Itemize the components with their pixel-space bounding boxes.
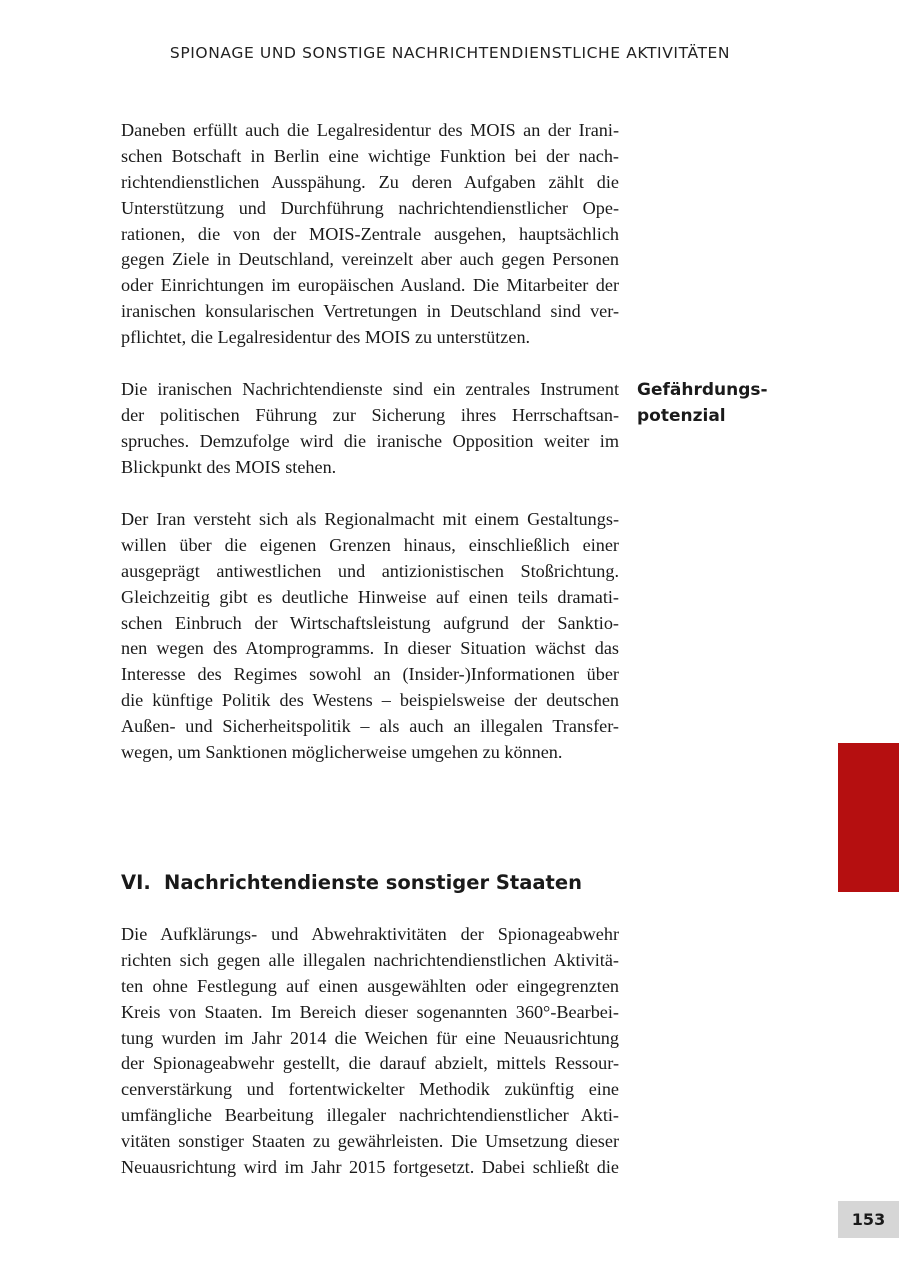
section-heading bbox=[121, 869, 582, 897]
marginal-note bbox=[637, 377, 797, 429]
text-line: wegen, um Sanktionen möglicherweise umgehen zu können. bbox=[121, 742, 563, 763]
paragraph-spionageabwehr bbox=[121, 922, 619, 1181]
text-line: vitäten sonstiger Staaten zu gewährleisten. Die Umsetzung dieser bbox=[121, 1131, 619, 1152]
text-line: Kreis von Staaten. Im Bereich dieser sogenannten 360°-Bearbei- bbox=[121, 1001, 619, 1022]
text-line: Unterstützung und Durchführung nachrichtendienstlicher Ope- bbox=[121, 197, 619, 218]
text-line: spruches. Demzufolge wird die iranische Opposition weiter im bbox=[121, 430, 619, 451]
paragraph-mois-legalresidentur bbox=[121, 118, 619, 351]
text-line: Der Iran versteht sich als Regionalmacht mit einem Gestaltungs- bbox=[121, 509, 619, 529]
marginal-note-line: potenzial bbox=[637, 406, 726, 426]
text-line: Interesse des Regimes sowohl an (Insider-)Informationen über bbox=[121, 664, 619, 685]
text-line: rationen, die von der MOIS-Zentrale ausgehen, hauptsächlich bbox=[121, 223, 619, 244]
marginal-note-line: Gefährdungs- bbox=[637, 380, 768, 400]
paragraph-iran-regionalmacht bbox=[121, 507, 619, 766]
chapter-tab-marker bbox=[838, 743, 899, 892]
paragraph-gefaehrdungspotenzial bbox=[121, 377, 619, 481]
text-line: ausgeprägt antiwestlichen und antizionistischen Stoßrichtung. bbox=[121, 560, 619, 581]
text-line: der politischen Führung zur Sicherung ihres Herrschaftsan- bbox=[121, 404, 619, 425]
text-line: cenverstärkung und fortentwickelter Methodik zukünftig eine bbox=[121, 1079, 619, 1100]
text-line: iranischen konsularischen Vertretungen in Deutschland sind ver- bbox=[121, 301, 619, 322]
text-line: der Spionageabwehr gestellt, die darauf abzielt, mittels Ressour- bbox=[121, 1053, 619, 1074]
text-line: willen über die eigenen Grenzen hinaus, einschließlich einer bbox=[121, 534, 619, 555]
text-line: Die Aufklärungs- und Abwehraktivitäten der Spionageabwehr bbox=[121, 924, 619, 944]
text-line: oder Einrichtungen im europäischen Ausland. Die Mitarbeiter der bbox=[121, 275, 619, 296]
page-number: 153 bbox=[838, 1201, 899, 1238]
text-line: Neuausrichtung wird im Jahr 2015 fortgesetzt. Dabei schließt die bbox=[121, 1157, 619, 1178]
text-line: Gleichzeitig gibt es deutliche Hinweise auf einen teils dramati- bbox=[121, 586, 619, 607]
text-line: pflichtet, die Legalresidentur des MOIS zu unterstützen. bbox=[121, 327, 531, 348]
text-line: Die iranischen Nachrichtendienste sind ein zentrales Instrument bbox=[121, 379, 619, 399]
text-line: schen Einbruch der Wirtschaftsleistung aufgrund der Sanktio- bbox=[121, 612, 619, 633]
text-line: ten ohne Festlegung auf einen ausgewählten oder eingegrenzten bbox=[121, 975, 619, 996]
text-line: tung wurden im Jahr 2014 die Weichen für eine Neuausrichtung bbox=[121, 1027, 619, 1048]
running-header: SPIONAGE UND SONSTIGE NACHRICHTENDIENSTLICHE AKTIVITÄTEN bbox=[169, 44, 731, 62]
text-line: die künftige Politik des Westens – beispielsweise der deutschen bbox=[121, 690, 619, 711]
text-line: Blickpunkt des MOIS stehen. bbox=[121, 456, 337, 477]
text-line: richtendienstlichen Ausspähung. Zu deren Aufgaben zählt die bbox=[121, 171, 619, 192]
text-line: nen wegen des Atomprogramms. In dieser Situation wächst das bbox=[121, 638, 619, 659]
text-line: Außen- und Sicherheitspolitik – als auch an illegalen Transfer- bbox=[121, 716, 619, 737]
section-number: VI. bbox=[121, 871, 151, 894]
text-line: schen Botschaft in Berlin eine wichtige Funktion bei der nach- bbox=[121, 145, 619, 166]
text-line: gegen Ziele in Deutschland, vereinzelt aber auch gegen Personen bbox=[121, 249, 619, 270]
text-line: Daneben erfüllt auch die Legalresidentur des MOIS an der Irani- bbox=[121, 120, 619, 140]
section-title: Nachrichtendienste sonstiger Staaten bbox=[164, 871, 582, 894]
text-line: richten sich gegen alle illegalen nachrichtendienstlichen Aktivitä- bbox=[121, 949, 619, 970]
text-line: umfängliche Bearbeitung illegaler nachrichtendienstlicher Akti- bbox=[121, 1105, 619, 1126]
